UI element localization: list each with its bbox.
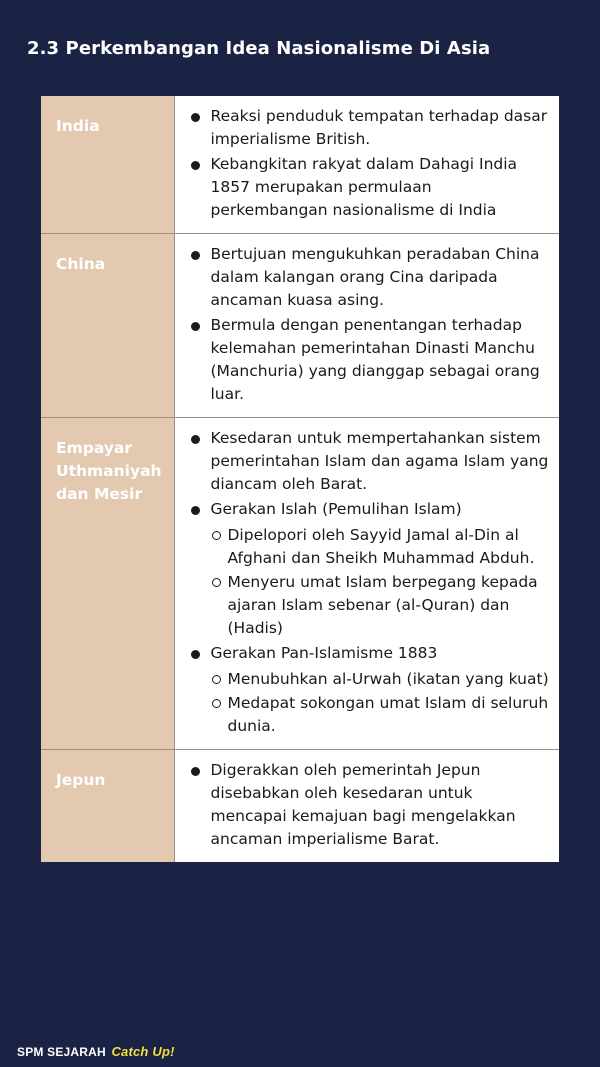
- bullet-text: Kesedaran untuk mempertahankan sistem pemerintahan Islam dan agama Islam yang diancam oleh Barat.: [210, 429, 549, 493]
- bullet-list: [189, 105, 550, 222]
- region-label: Empayar Uthmaniyah dan Mesir: [56, 439, 162, 503]
- sub-bullet-point: [211, 692, 550, 738]
- region-label: Jepun: [56, 771, 106, 789]
- bullet-point: [189, 498, 550, 640]
- bullet-list: [189, 759, 550, 851]
- footer-tagline: Catch Up!: [111, 1044, 175, 1059]
- bullet-point: [189, 759, 550, 851]
- sub-bullet-list: [211, 524, 550, 640]
- table-body: [41, 96, 559, 862]
- table-row: [41, 750, 559, 863]
- sub-bullet-text: Menyeru umat Islam berpegang kepada ajaran Islam sebenar (al-Quran) dan (Hadis): [227, 573, 538, 637]
- bullet-point: [189, 243, 550, 312]
- sub-bullet-point: [211, 571, 550, 640]
- content-cell: [174, 418, 559, 750]
- content-cell: [174, 96, 559, 234]
- bullet-text: Digerakkan oleh pemerintah Jepun disebabkan oleh kesedaran untuk mencapai kemajuan bagi mengelakkan ancaman imperialisme Barat.: [210, 761, 516, 848]
- bullet-point: [189, 153, 550, 222]
- table-row: [41, 234, 559, 418]
- bullet-text: Gerakan Islah (Pemulihan Islam): [210, 500, 462, 518]
- bullet-text: Bermula dengan penentangan terhadap kelemahan pemerintahan Dinasti Manchu (Manchuria) yang dianggap sebagai orang luar.: [210, 316, 540, 403]
- table-row: [41, 96, 559, 234]
- bullet-text: Kebangkitan rakyat dalam Dahagi India 1857 merupakan permulaan perkembangan nasionalisme di India: [210, 155, 518, 219]
- table-row: [41, 418, 559, 750]
- footer-brand-text: SPM SEJARAH: [17, 1045, 106, 1059]
- nationalism-table: [41, 96, 559, 862]
- bullet-point: [189, 427, 550, 496]
- sub-bullet-point: [211, 668, 550, 691]
- footer-brand: [17, 1044, 175, 1059]
- sub-bullet-list: [211, 668, 550, 738]
- sub-bullet-text: Menubuhkan al-Urwah (ikatan yang kuat): [227, 670, 549, 688]
- region-label: India: [56, 117, 100, 135]
- region-cell: [41, 96, 174, 234]
- content-cell: [174, 234, 559, 418]
- region-cell: [41, 234, 174, 418]
- sub-bullet-text: Dipelopori oleh Sayyid Jamal al-Din al Afghani dan Sheikh Muhammad Abduh.: [227, 526, 535, 567]
- content-cell: [174, 750, 559, 863]
- bullet-point: [189, 314, 550, 406]
- bullet-text: Gerakan Pan-Islamisme 1883: [210, 644, 438, 662]
- region-cell: [41, 418, 174, 750]
- region-label: China: [56, 255, 106, 273]
- page-title: 2.3 Perkembangan Idea Nasionalisme Di Asia: [27, 38, 491, 59]
- bullet-list: [189, 427, 550, 738]
- bullet-point: [189, 105, 550, 151]
- bullet-text: Reaksi penduduk tempatan terhadap dasar imperialisme British.: [210, 107, 548, 148]
- sub-bullet-point: [211, 524, 550, 570]
- region-cell: [41, 750, 174, 863]
- bullet-point: [189, 642, 550, 738]
- bullet-list: [189, 243, 550, 406]
- bullet-text: Bertujuan mengukuhkan peradaban China dalam kalangan orang Cina daripada ancaman kuasa asing.: [210, 245, 540, 309]
- sub-bullet-text: Medapat sokongan umat Islam di seluruh dunia.: [227, 694, 549, 735]
